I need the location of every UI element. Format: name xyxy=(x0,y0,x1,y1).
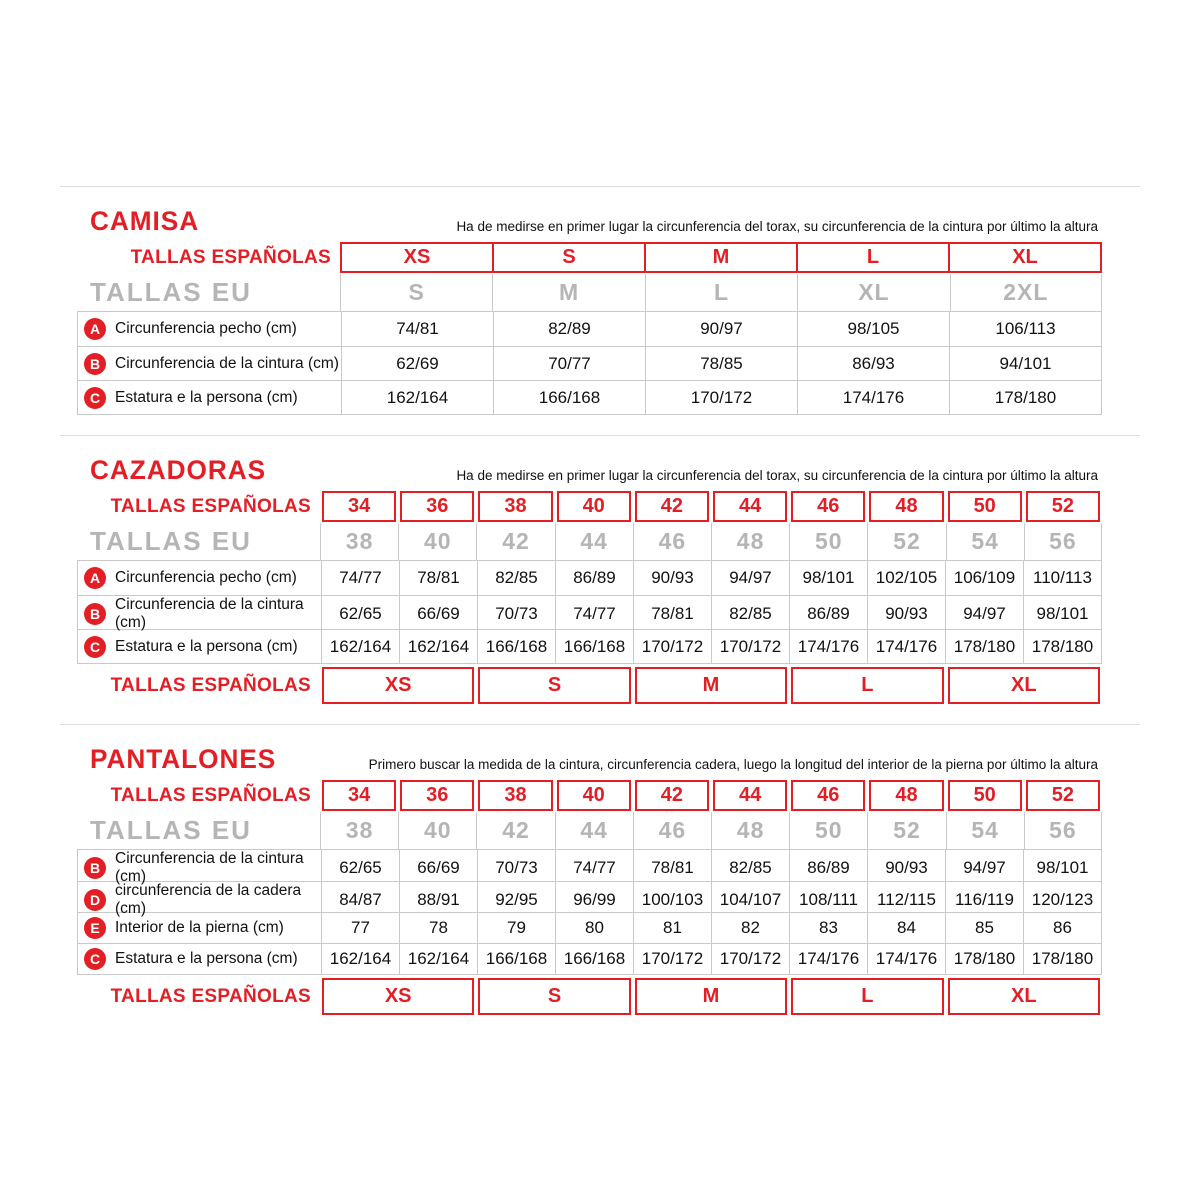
measurement-label: Circunferencia de la cintura (cm) xyxy=(115,354,339,372)
measurement-value: 78/85 xyxy=(645,347,797,380)
section-title: CAZADORAS xyxy=(90,455,267,485)
eu-size-cell: 48 xyxy=(711,812,789,849)
measurement-value: 162/164 xyxy=(321,944,399,974)
section-note: Ha de medirse en primer lugar la circunferencia del torax, su circunferencia de la cintura por último la altura xyxy=(456,468,1098,483)
measurement-value: 174/176 xyxy=(789,944,867,974)
spanish-sizes-label: TALLAS ESPAÑOLAS xyxy=(130,246,331,268)
eu-sizes-row xyxy=(77,523,1102,560)
measurement-value: 162/164 xyxy=(321,630,399,663)
measurement-value: 86/89 xyxy=(789,596,867,632)
measurement-value: 166/168 xyxy=(493,381,645,414)
measurement-value: 178/180 xyxy=(949,381,1101,414)
measurement-letter-badge: E xyxy=(84,917,106,939)
measurement-value: 174/176 xyxy=(867,630,945,663)
measurement-value: 94/97 xyxy=(711,561,789,595)
measurement-value: 166/168 xyxy=(477,630,555,663)
measurement-value: 170/172 xyxy=(711,630,789,663)
eu-size-cell: 46 xyxy=(633,523,711,560)
spanish-size-cell: XS xyxy=(403,246,431,268)
measurement-value: 90/93 xyxy=(867,596,945,632)
measurement-label: Estatura e la persona (cm) xyxy=(115,637,298,655)
measurement-value: 108/111 xyxy=(789,882,867,918)
measurement-value: 82/89 xyxy=(493,312,645,346)
measurement-letter-badge: A xyxy=(84,318,106,340)
measurement-value: 78 xyxy=(399,913,477,943)
spanish-size-cell: 52 xyxy=(1026,491,1100,522)
spanish-size-cell: 46 xyxy=(791,780,865,811)
grouped-size-cell: M xyxy=(635,667,787,704)
spanish-sizes-label: TALLAS ESPAÑOLAS xyxy=(110,784,311,806)
section-note: Ha de medirse en primer lugar la circunferencia del torax, su circunferencia de la cintura por último la altura xyxy=(456,219,1098,234)
measurement-value: 98/101 xyxy=(1023,596,1101,632)
measurement-label-cell xyxy=(78,944,321,974)
grouped-sizes-row xyxy=(77,667,1102,704)
measurement-value: 66/69 xyxy=(399,850,477,886)
spanish-sizes-row xyxy=(77,242,1102,273)
measurement-value: 94/97 xyxy=(945,850,1023,886)
measurement-value: 70/73 xyxy=(477,596,555,632)
measurement-value: 170/172 xyxy=(711,944,789,974)
grouped-size-cell: L xyxy=(791,667,943,704)
measurement-row xyxy=(78,943,1101,974)
eu-size-cell: 38 xyxy=(320,523,398,560)
measurements-table xyxy=(77,560,1102,664)
measurement-value: 86/93 xyxy=(797,347,949,380)
measurement-value: 86 xyxy=(1023,913,1101,943)
section-title: CAMISA xyxy=(90,206,200,236)
measurements-table xyxy=(77,311,1102,415)
measurement-row xyxy=(78,312,1101,346)
measurement-value: 78/81 xyxy=(633,596,711,632)
measurement-value: 70/77 xyxy=(493,347,645,380)
measurement-label: circunferencia de la cadera (cm) xyxy=(115,882,302,917)
measurement-value: 90/97 xyxy=(645,312,797,346)
spanish-size-cell: 42 xyxy=(635,780,709,811)
measurement-value: 66/69 xyxy=(399,596,477,632)
measurement-value: 174/176 xyxy=(867,944,945,974)
measurement-value: 178/180 xyxy=(1023,944,1101,974)
measurement-value: 82/85 xyxy=(711,596,789,632)
measurement-label: Circunferencia de la cintura (cm) xyxy=(115,850,304,885)
grouped-size-cell: L xyxy=(791,978,943,1015)
measurement-value: 102/105 xyxy=(867,561,945,595)
measurement-value: 98/101 xyxy=(1023,850,1101,886)
eu-sizes-row xyxy=(77,812,1102,849)
measurement-label: Interior de la pierna (cm) xyxy=(115,919,284,936)
measurement-value: 94/101 xyxy=(949,347,1101,380)
eu-size-cell: 40 xyxy=(398,523,476,560)
measurement-value: 74/77 xyxy=(555,850,633,886)
spanish-size-cell: 40 xyxy=(557,491,631,522)
measurement-label: Circunferencia de la cintura (cm) xyxy=(115,596,304,631)
measurement-value: 174/176 xyxy=(789,630,867,663)
spanish-size-cell: 36 xyxy=(400,780,474,811)
measurement-label-cell xyxy=(78,312,341,346)
spanish-size-cell: 36 xyxy=(400,491,474,522)
eu-size-cell: 56 xyxy=(1024,812,1102,849)
measurement-value: 162/164 xyxy=(399,944,477,974)
measurement-value: 82 xyxy=(711,913,789,943)
measurement-value: 81 xyxy=(633,913,711,943)
measurement-letter-badge: B xyxy=(84,857,106,879)
eu-size-cell: 42 xyxy=(476,812,554,849)
eu-size-cell: 50 xyxy=(789,812,867,849)
measurement-value: 166/168 xyxy=(555,944,633,974)
spanish-sizes-row xyxy=(77,491,1102,522)
section-title: PANTALONES xyxy=(90,744,277,774)
grouped-size-cell: XL xyxy=(948,978,1100,1015)
measurement-value: 166/168 xyxy=(477,944,555,974)
measurement-letter-badge: B xyxy=(84,603,106,625)
grouped-sizes-label: TALLAS ESPAÑOLAS xyxy=(110,985,311,1007)
eu-sizes-label: TALLAS EU xyxy=(90,815,252,845)
measurement-value: 162/164 xyxy=(341,381,493,414)
measurement-value: 178/180 xyxy=(945,944,1023,974)
measurement-value: 170/172 xyxy=(645,381,797,414)
measurement-value: 94/97 xyxy=(945,596,1023,632)
spanish-size-cell: 50 xyxy=(948,491,1022,522)
eu-sizes-row xyxy=(77,274,1102,311)
measurement-value: 62/65 xyxy=(321,596,399,632)
measurement-row xyxy=(78,629,1101,663)
grouped-size-cell: XS xyxy=(322,667,474,704)
eu-size-cell: S xyxy=(340,274,492,311)
spanish-size-cell: 34 xyxy=(322,780,396,811)
measurement-value: 110/113 xyxy=(1023,561,1101,595)
measurement-value: 74/77 xyxy=(321,561,399,595)
eu-size-cell: 54 xyxy=(946,812,1024,849)
grouped-size-cell: XL xyxy=(948,667,1100,704)
measurement-value: 120/123 xyxy=(1023,882,1101,918)
measurement-value: 178/180 xyxy=(1023,630,1101,663)
measurement-row xyxy=(78,881,1101,917)
spanish-sizes-cells xyxy=(340,242,1102,273)
spanish-size-cell: 48 xyxy=(869,491,943,522)
measurement-row xyxy=(78,912,1101,943)
measurement-label-cell xyxy=(78,850,321,886)
size-chart-sheet xyxy=(60,0,1140,1035)
measurement-value: 82/85 xyxy=(711,850,789,886)
measurement-row xyxy=(78,595,1101,629)
measurement-letter-badge: D xyxy=(84,889,106,911)
measurement-value: 170/172 xyxy=(633,944,711,974)
measurement-value: 98/101 xyxy=(789,561,867,595)
eu-size-cell: 52 xyxy=(867,812,945,849)
measurement-value: 98/105 xyxy=(797,312,949,346)
spanish-size-cell: 42 xyxy=(635,491,709,522)
eu-size-cell: 56 xyxy=(1024,523,1102,560)
measurement-value: 86/89 xyxy=(555,561,633,595)
measurement-value: 104/107 xyxy=(711,882,789,918)
measurement-label-cell xyxy=(78,561,321,595)
measurements-table xyxy=(77,849,1102,975)
measurement-value: 86/89 xyxy=(789,850,867,886)
eu-size-cell: 44 xyxy=(555,523,633,560)
spanish-size-cell: 38 xyxy=(478,780,552,811)
measurement-value: 62/65 xyxy=(321,850,399,886)
measurement-letter-badge: B xyxy=(84,353,106,375)
measurement-value: 100/103 xyxy=(633,882,711,918)
eu-size-cell: XL xyxy=(797,274,949,311)
eu-sizes-label: TALLAS EU xyxy=(90,526,252,556)
pantalones-section xyxy=(60,724,1140,1035)
measurement-value: 78/81 xyxy=(633,850,711,886)
camisa-section xyxy=(60,186,1140,435)
measurement-label-cell xyxy=(78,596,321,632)
measurement-label-cell xyxy=(78,630,321,663)
eu-size-cell: 54 xyxy=(946,523,1024,560)
spanish-size-cell: S xyxy=(492,244,644,271)
section-header xyxy=(60,455,1140,486)
measurement-label: Circunferencia pecho (cm) xyxy=(115,569,297,586)
spanish-size-cell: 46 xyxy=(791,491,865,522)
spanish-sizes-label: TALLAS ESPAÑOLAS xyxy=(110,495,311,517)
measurement-row xyxy=(78,380,1101,414)
measurement-value: 106/109 xyxy=(945,561,1023,595)
measurement-value: 90/93 xyxy=(633,561,711,595)
spanish-size-cell: XL xyxy=(948,244,1100,271)
eu-size-cell: 40 xyxy=(398,812,476,849)
spanish-size-cell: 44 xyxy=(713,780,787,811)
grouped-sizes-row xyxy=(77,978,1102,1015)
measurement-value: 112/115 xyxy=(867,882,945,918)
spanish-size-cell: 52 xyxy=(1026,780,1100,811)
measurement-value: 84/87 xyxy=(321,882,399,918)
eu-size-cell: 52 xyxy=(867,523,945,560)
measurement-value: 88/91 xyxy=(399,882,477,918)
spanish-size-cell: 34 xyxy=(322,491,396,522)
measurement-letter-badge: C xyxy=(84,387,106,409)
spanish-size-cell: 40 xyxy=(557,780,631,811)
measurement-value: 62/69 xyxy=(341,347,493,380)
section-note: Primero buscar la medida de la cintura, circunferencia cadera, luego la longitud del interior de la pierna por último la altura xyxy=(368,757,1098,772)
measurement-value: 174/176 xyxy=(797,381,949,414)
measurement-label: Estatura e la persona (cm) xyxy=(115,388,298,406)
eu-size-cell: 2XL xyxy=(950,274,1102,311)
measurement-value: 77 xyxy=(321,913,399,943)
spanish-size-cell: 44 xyxy=(713,491,787,522)
measurement-value: 79 xyxy=(477,913,555,943)
measurement-value: 106/113 xyxy=(949,312,1101,346)
cazadoras-section xyxy=(60,435,1140,724)
eu-size-cell: 46 xyxy=(633,812,711,849)
measurement-value: 74/81 xyxy=(341,312,493,346)
measurement-value: 92/95 xyxy=(477,882,555,918)
measurement-label-cell xyxy=(78,381,341,414)
eu-size-cell: M xyxy=(492,274,644,311)
measurement-letter-badge: C xyxy=(84,948,106,970)
spanish-sizes-row xyxy=(77,780,1102,811)
measurement-row xyxy=(78,850,1101,885)
eu-size-cell: 50 xyxy=(789,523,867,560)
measurement-value: 80 xyxy=(555,913,633,943)
measurement-label-cell xyxy=(78,347,341,380)
measurement-letter-badge: A xyxy=(84,567,106,589)
measurement-value: 116/119 xyxy=(945,882,1023,918)
measurement-value: 90/93 xyxy=(867,850,945,886)
eu-size-cell: 44 xyxy=(555,812,633,849)
measurement-row xyxy=(78,346,1101,380)
eu-size-cell: 48 xyxy=(711,523,789,560)
section-header xyxy=(60,744,1140,775)
spanish-size-cell: M xyxy=(644,244,796,271)
measurement-value: 178/180 xyxy=(945,630,1023,663)
measurement-value: 74/77 xyxy=(555,596,633,632)
spanish-size-cell: 38 xyxy=(478,491,552,522)
measurement-letter-badge: C xyxy=(84,636,106,658)
measurement-value: 84 xyxy=(867,913,945,943)
grouped-size-cell: S xyxy=(478,667,630,704)
measurement-label-cell xyxy=(78,913,321,943)
measurement-value: 82/85 xyxy=(477,561,555,595)
measurement-value: 96/99 xyxy=(555,882,633,918)
measurement-label: Estatura e la persona (cm) xyxy=(115,950,298,967)
measurement-row xyxy=(78,561,1101,595)
grouped-size-cell: XS xyxy=(322,978,474,1015)
eu-size-cell: L xyxy=(645,274,797,311)
measurement-value: 78/81 xyxy=(399,561,477,595)
measurement-value: 70/73 xyxy=(477,850,555,886)
measurement-label: Circunferencia pecho (cm) xyxy=(115,320,297,337)
spanish-size-cell: L xyxy=(796,244,948,271)
measurement-value: 83 xyxy=(789,913,867,943)
grouped-size-cell: S xyxy=(478,978,630,1015)
measurement-value: 170/172 xyxy=(633,630,711,663)
measurement-value: 162/164 xyxy=(399,630,477,663)
grouped-sizes-label: TALLAS ESPAÑOLAS xyxy=(110,674,311,696)
eu-sizes-label: TALLAS EU xyxy=(90,277,252,307)
measurement-value: 166/168 xyxy=(555,630,633,663)
grouped-size-cell: M xyxy=(635,978,787,1015)
eu-size-cell: 42 xyxy=(476,523,554,560)
measurement-value: 85 xyxy=(945,913,1023,943)
spanish-size-cell: 48 xyxy=(869,780,943,811)
eu-size-cell: 38 xyxy=(320,812,398,849)
spanish-size-cell: 50 xyxy=(948,780,1022,811)
section-header xyxy=(60,206,1140,237)
